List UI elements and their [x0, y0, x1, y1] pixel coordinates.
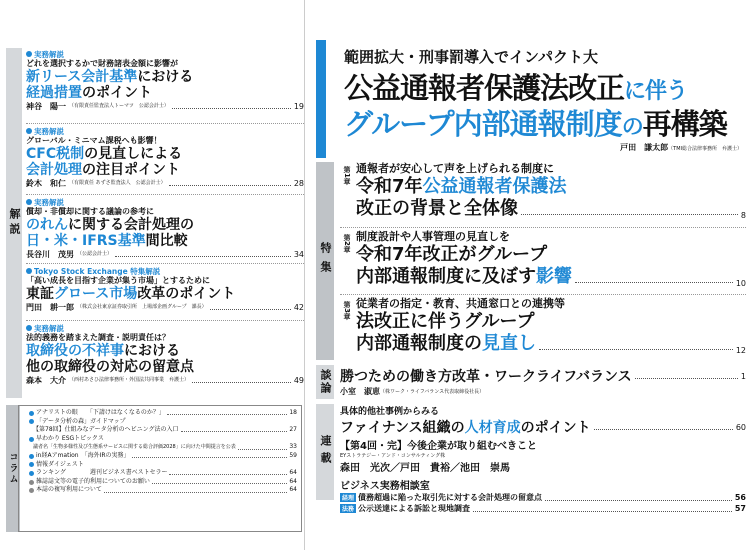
article-title-2: 会計処理の注目ポイント [26, 162, 180, 178]
section-label-column: コラム [6, 405, 20, 532]
page-number: 33 [289, 443, 297, 451]
chapter-2[interactable] [340, 230, 746, 292]
page-number: 19 [293, 102, 304, 111]
bullet-icon [26, 268, 32, 274]
article-2[interactable] [26, 127, 304, 189]
divider [26, 123, 304, 124]
article-lead: 「高い成長を目指す企業が集う市場」とするために [26, 276, 210, 285]
chapter-1[interactable] [340, 162, 746, 224]
consult-item[interactable]: 経理 債務超過に陥った取引先に対する会計処理の留意点 56 [342, 493, 746, 502]
divider [26, 320, 304, 321]
serial-authors: 森田 光次／戸田 貴裕／池田 崇馬 [340, 463, 510, 474]
page-number: 27 [289, 426, 297, 434]
page-number: 28 [293, 179, 304, 188]
page-number: 12 [735, 346, 746, 355]
page-number: 49 [293, 376, 304, 385]
bullet-icon [29, 471, 34, 476]
article-category: Tokyo Stock Exchange 特集解説 [26, 267, 304, 276]
chapter-number: 第3章 [343, 301, 351, 320]
article-title: 東証グロース市場改革のポイント [26, 286, 236, 302]
bullet-icon [26, 51, 32, 57]
column-item[interactable]: 「データ分析の森」ガイドマップ [19, 418, 301, 427]
page-number: 57 [734, 504, 746, 513]
article-lead: グローバル・ミニマム課税へも影響！ [26, 136, 162, 145]
chapter-lead: 通報者が安心して声を上げられる制度に [356, 162, 554, 175]
page-number: 1 [740, 371, 746, 381]
article-lead: 法的義務を踏まえた調査・説明責任は？ [26, 333, 170, 342]
column-item[interactable]: 情報ダイジェスト [19, 461, 301, 470]
column-item[interactable]: 議者名「生物多様性及び生態系サービスに関する総合評価2028」に向けた中間提言を公表 33 [33, 443, 297, 451]
article-title-2: 経過措置のポイント [26, 85, 152, 101]
chapter-3[interactable] [340, 297, 746, 359]
bullet-icon [29, 437, 34, 442]
consult-tag: 法務 [342, 506, 355, 513]
article-lead: 償却・非償却に関する議論の参考に [26, 207, 154, 216]
article-category: 実務解説 [26, 127, 304, 136]
chapter-title-2: 内部通報制度の見直し [356, 333, 536, 354]
page-number: 56 [734, 493, 746, 502]
bullet-icon [29, 411, 34, 416]
page-number: 34 [293, 250, 304, 259]
column-list [18, 405, 302, 532]
article-title: のれんに関する会計処理の [26, 217, 194, 233]
chapter-title: 令和7年公益通報者保護法 [356, 176, 567, 197]
banner-accent [316, 40, 326, 158]
bullet-icon [26, 325, 32, 331]
article-title-2: 他の取締役の対応の留意点 [26, 359, 194, 375]
chapter-number: 第2章 [343, 234, 351, 253]
section-label-kaisetsu: 解説 [6, 48, 22, 398]
serial-subtitle: 【第4回・完】今後企業が取り組むべきこと [340, 441, 537, 452]
feature-banner[interactable] [316, 40, 750, 158]
column-item[interactable]: アナリストの眼 「下請けはなくなるのか？」 18 [19, 409, 301, 418]
page-number: 42 [293, 303, 304, 312]
article-title: 新リース会計基準における [26, 69, 194, 85]
article-lead: どれを選択するかで財務諸表金額に影響が [26, 59, 178, 68]
chapter-title: 法改正に伴うグループ [356, 311, 535, 332]
chapter-title-2: 改正の背景と全体像 [356, 198, 518, 219]
article-author-line: 鈴木 和仁 （有限責任 あずさ監査法人 公認会計士） 28 [26, 179, 304, 188]
article-author-line: 長谷川 茂男 （公認会計士） 34 [26, 250, 304, 259]
chapter-title: 令和7年改正がグループ [356, 244, 548, 265]
divider [340, 294, 746, 295]
section-label-serial: 連載 [316, 404, 334, 500]
talk-entry[interactable] [340, 366, 746, 397]
page-number: 64 [289, 469, 297, 477]
bullet-icon [26, 199, 32, 205]
article-author-line: 森本 大介 （西村あさひ法律事務所・外国法共同事業 弁護士） 49 [26, 376, 304, 385]
feature-title-line2: グループ内部通報制度の再構築 [344, 107, 727, 141]
divider [26, 194, 304, 195]
talk-title: 勝つための働き方改革・ワークライフバランス [340, 369, 632, 385]
chapter-number: 第1章 [343, 166, 351, 185]
bullet-icon [29, 419, 34, 424]
bullet-icon [29, 480, 34, 485]
article-author-line: 神谷 陽一 （有限責任監査法人トーマツ 公認会計士） 19 [26, 102, 304, 111]
column-item[interactable]: 【第78回】仕組みなデータ分析のヘビニング法の入口 27 [33, 426, 297, 434]
article-category: 実務解説 [26, 50, 304, 59]
page-number: 64 [289, 486, 297, 494]
column-item[interactable]: 本誌の複写利用について 64 [19, 486, 301, 495]
chapter-title-2: 内部通報制度に及ぼす影響 [356, 266, 572, 287]
divider [340, 227, 746, 228]
section-label-talk: 談論 [316, 365, 334, 399]
chapter-lead: 従業者の指定・教育、共通窓口との連携等 [356, 297, 565, 310]
right-page [308, 0, 750, 550]
bullet-icon [29, 454, 34, 459]
column-item[interactable]: 雑誌誌文等の電子的利用についてのお願い 64 [19, 478, 301, 487]
article-1[interactable] [26, 50, 304, 112]
article-3[interactable] [26, 198, 304, 260]
consult-item[interactable]: 法務 公示送達による訴訟と現地調査 57 [342, 504, 746, 513]
serial-lead: 具体的他社事例からみる [340, 407, 440, 417]
serial-firm: EYストラテジー・アンド・コンサルティング株 [340, 453, 446, 459]
bullet-icon [29, 462, 34, 467]
consult-title: ビジネス実務相談室 [340, 481, 430, 492]
talk-author: 小室 淑恵 [340, 387, 380, 396]
article-5[interactable] [26, 324, 304, 386]
article-category: 実務解説 [26, 198, 304, 207]
column-item[interactable]: in経Aアmation 「海外IRの実務」 59 [19, 452, 301, 461]
article-category: 実務解説 [26, 324, 304, 333]
talk-affil: （株ワーク・ライフバランス代表取締役社長） [380, 389, 485, 395]
section-label-feature: 特集 [316, 162, 334, 360]
feature-subtitle: 範囲拡大・刑事罰導入でインパクト大 [344, 48, 598, 66]
bullet-icon [26, 128, 32, 134]
feature-title-line1: 公益通報者保護法改正に伴う [344, 71, 688, 105]
article-title: 取締役の不祥事における [26, 343, 180, 359]
chapter-lead: 制度設計や人事管理の見直しを [356, 230, 510, 243]
article-4[interactable] [26, 267, 304, 313]
page-number: 10 [735, 279, 746, 288]
page-number: 18 [289, 409, 297, 416]
column-item[interactable]: ランキング 週刊ビジネス書ベストセラー 64 [19, 469, 301, 478]
article-title-2: 日・米・IFRS基準間比較 [26, 233, 188, 249]
column-item[interactable]: 早わかり ESGトピックス [19, 435, 301, 444]
page-number: 59 [289, 451, 297, 459]
page-number: 64 [289, 477, 297, 485]
page-number: 8 [740, 211, 746, 220]
article-author-line: 門田 耕一郎 （株式会社東京証券取引所 上場部企画グループ 課長） 42 [26, 303, 304, 312]
divider [26, 263, 304, 264]
left-page [0, 0, 305, 550]
serial-title: ファイナンス組織の人材育成のポイント [340, 420, 591, 436]
bullet-icon [29, 488, 34, 493]
feature-author: 戸田 謙太郎（TMI総合法律事務所 弁護士） [620, 143, 742, 152]
article-title: CFC税制の見直しによる [26, 146, 183, 162]
page-number: 60 [735, 422, 746, 432]
serial-entry[interactable] [340, 404, 746, 514]
consult-tag: 経理 [342, 495, 355, 502]
